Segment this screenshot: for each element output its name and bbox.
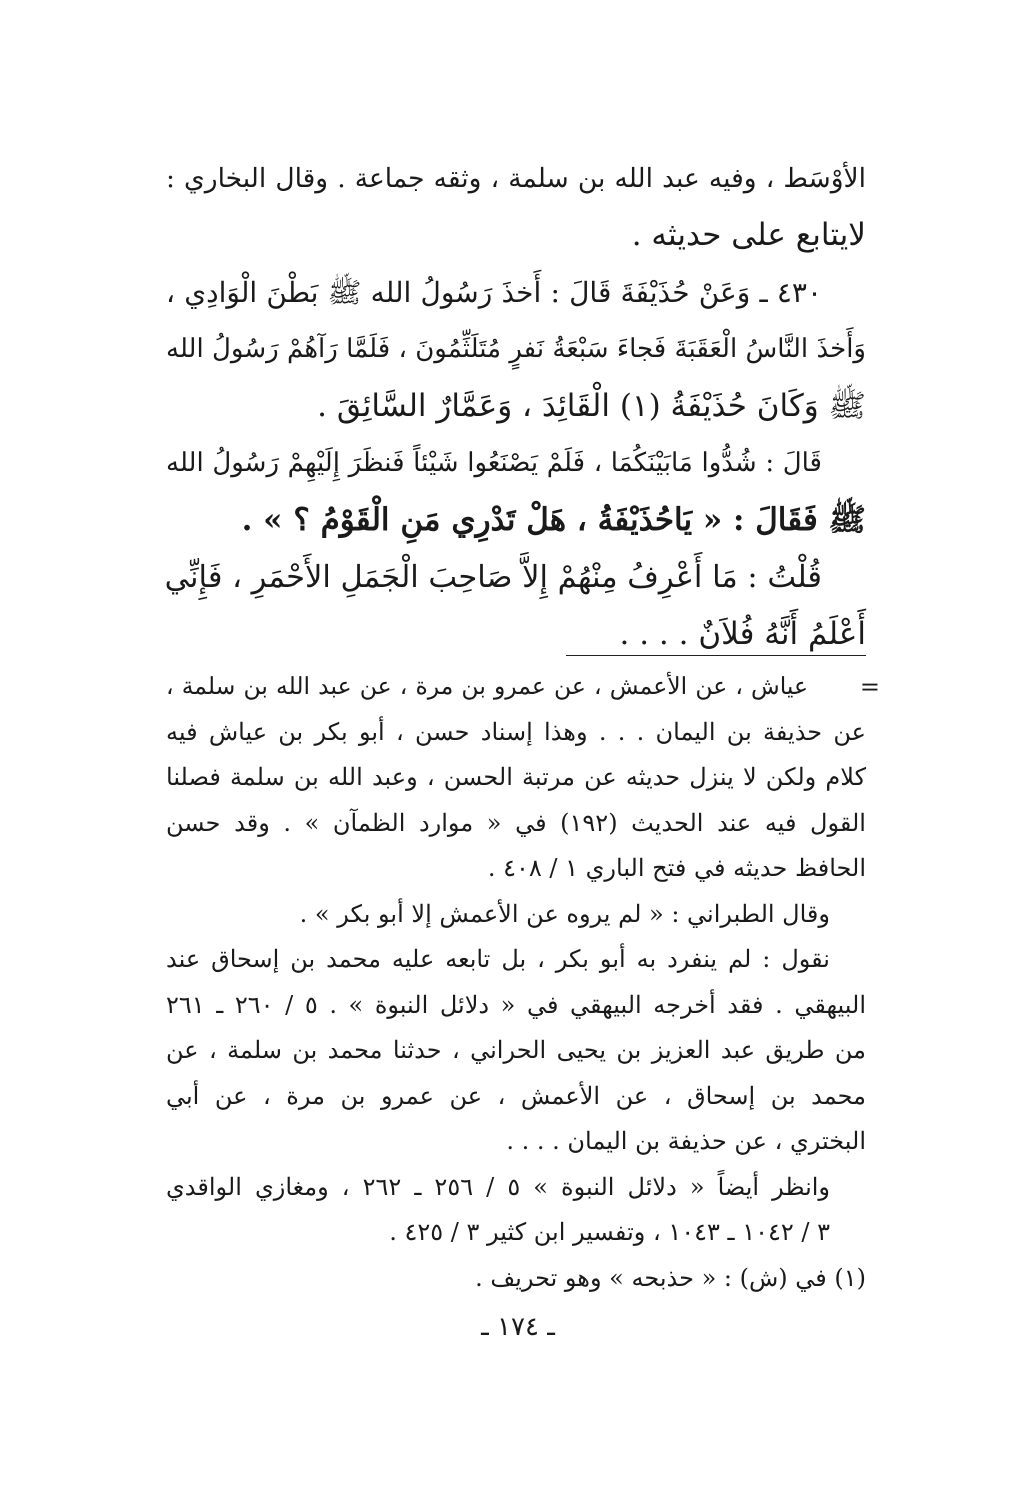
main-line: قَالَ : شُدُّوا مَابَيْنَكُمَا ، فَلَمْ يَصْنَعُوا شَيْئاً فَنظَرَ إِلَيْهِمْ رَسُولُ الله [166, 448, 822, 478]
hadith-430-start: ٤٣٠ ـ وَعَنْ حُذَيْفَةَ قَالَ : أَخذَ رَسُولُ الله ﷺ بَطْنَ الْوَادِي ، [166, 276, 822, 309]
footnote-line: عياش ، عن الأعمش ، عن عمرو بن مرة ، عن عبد الله بن سلمة ، [166, 672, 808, 700]
main-line: ﷺ فَقَالَ : « يَاحُذَيْفَةُ ، هَلْ تَدْرِي مَنِ الْقَوْمُ ؟ » . [241, 502, 866, 538]
main-line: وَأَخذَ النَّاسُ الْعَقَبَةَ فَجاءَ سَبْعَةُ نَفرٍ مُتَلَثِّمُونَ ، فَلَمَّا رَآهُمْ رَسُولُ الله [166, 334, 866, 364]
main-line: أَعْلَمُ أَنَّهُ فُلاَنٌ . . . . [619, 616, 866, 652]
footnote-line: نقول : لم ينفرد به أبو بكر ، بل تابعه عليه محمد بن إسحاق عند [166, 945, 830, 973]
footnote-line: من طريق عبد العزيز بن يحيى الحراني ، حدثنا محمد بن سلمة ، عن [166, 1036, 866, 1064]
main-line: لايتابع على حديثه . [631, 217, 866, 253]
footnote-line: عن حذيفة بن اليمان . . . وهذا إسناد حسن ، أبو بكر بن عياش فيه [166, 717, 866, 746]
main-line: قُلْتُ : مَا أَعْرِفُ مِنْهُمْ إِلاَّ صَاحِبَ الْجَمَلِ الأَحْمَرِ ، فَإِنِّي [164, 560, 822, 595]
footnote-line: وقال الطبراني : « لم يروه عن الأعمش إلا أبو بكر » . [299, 899, 830, 928]
footnote-line: البختري ، عن حذيفة بن اليمان . . . . [506, 1127, 866, 1155]
continuation-marker: = [859, 673, 880, 701]
footnote-line: البيهقي . فقد أخرجه البيهقي في « دلائل النبوة » . ٥ / ٢٦٠ ـ ٢٦١ [166, 990, 867, 1019]
main-line: الأوْسَط ، وفيه عبد الله بن سلمة ، وثقه جماعة . وقال البخاري : [166, 163, 866, 194]
footnote-divider [566, 655, 866, 656]
main-text [166, 150, 866, 663]
main-line: ﷺ وَكَانَ حُذَيْفَةُ (١) الْقَائِدَ ، وَعَمَّارٌ السَّائِقَ . [317, 388, 866, 424]
footnote-line: محمد بن إسحاق ، عن الأعمش ، عن عمرو بن مرة ، عن أبي [166, 1081, 866, 1110]
footnote-1: (١) في (ش) : « حذبحه » وهو تحريف . [475, 1263, 866, 1292]
page-number: ـ ١٧٤ ـ [481, 1312, 555, 1342]
footnote-line: القول فيه عند الحديث (١٩٢) في « موارد الظمآن » . وقد حسن [166, 808, 866, 837]
footnote-line: الحافظ حديثه في فتح الباري ١ / ٤٠٨ . [487, 854, 866, 882]
footnote-line: كلام ولكن لا ينزل حديثه عن مرتبة الحسن ، وعبد الله بن سلمة فصلنا [166, 763, 866, 791]
footnote-line: وانظر أيضاً « دلائل النبوة » ٥ / ٢٥٦ ـ ٢٦٢ ، ومغازي الواقدي [166, 1172, 831, 1201]
footnotes [166, 664, 866, 1301]
footnote-line: ٣ / ١٠٤٢ ـ ١٠٤٣ ، وتفسير ابن كثير ٣ / ٤٢٥ . [389, 1218, 830, 1246]
